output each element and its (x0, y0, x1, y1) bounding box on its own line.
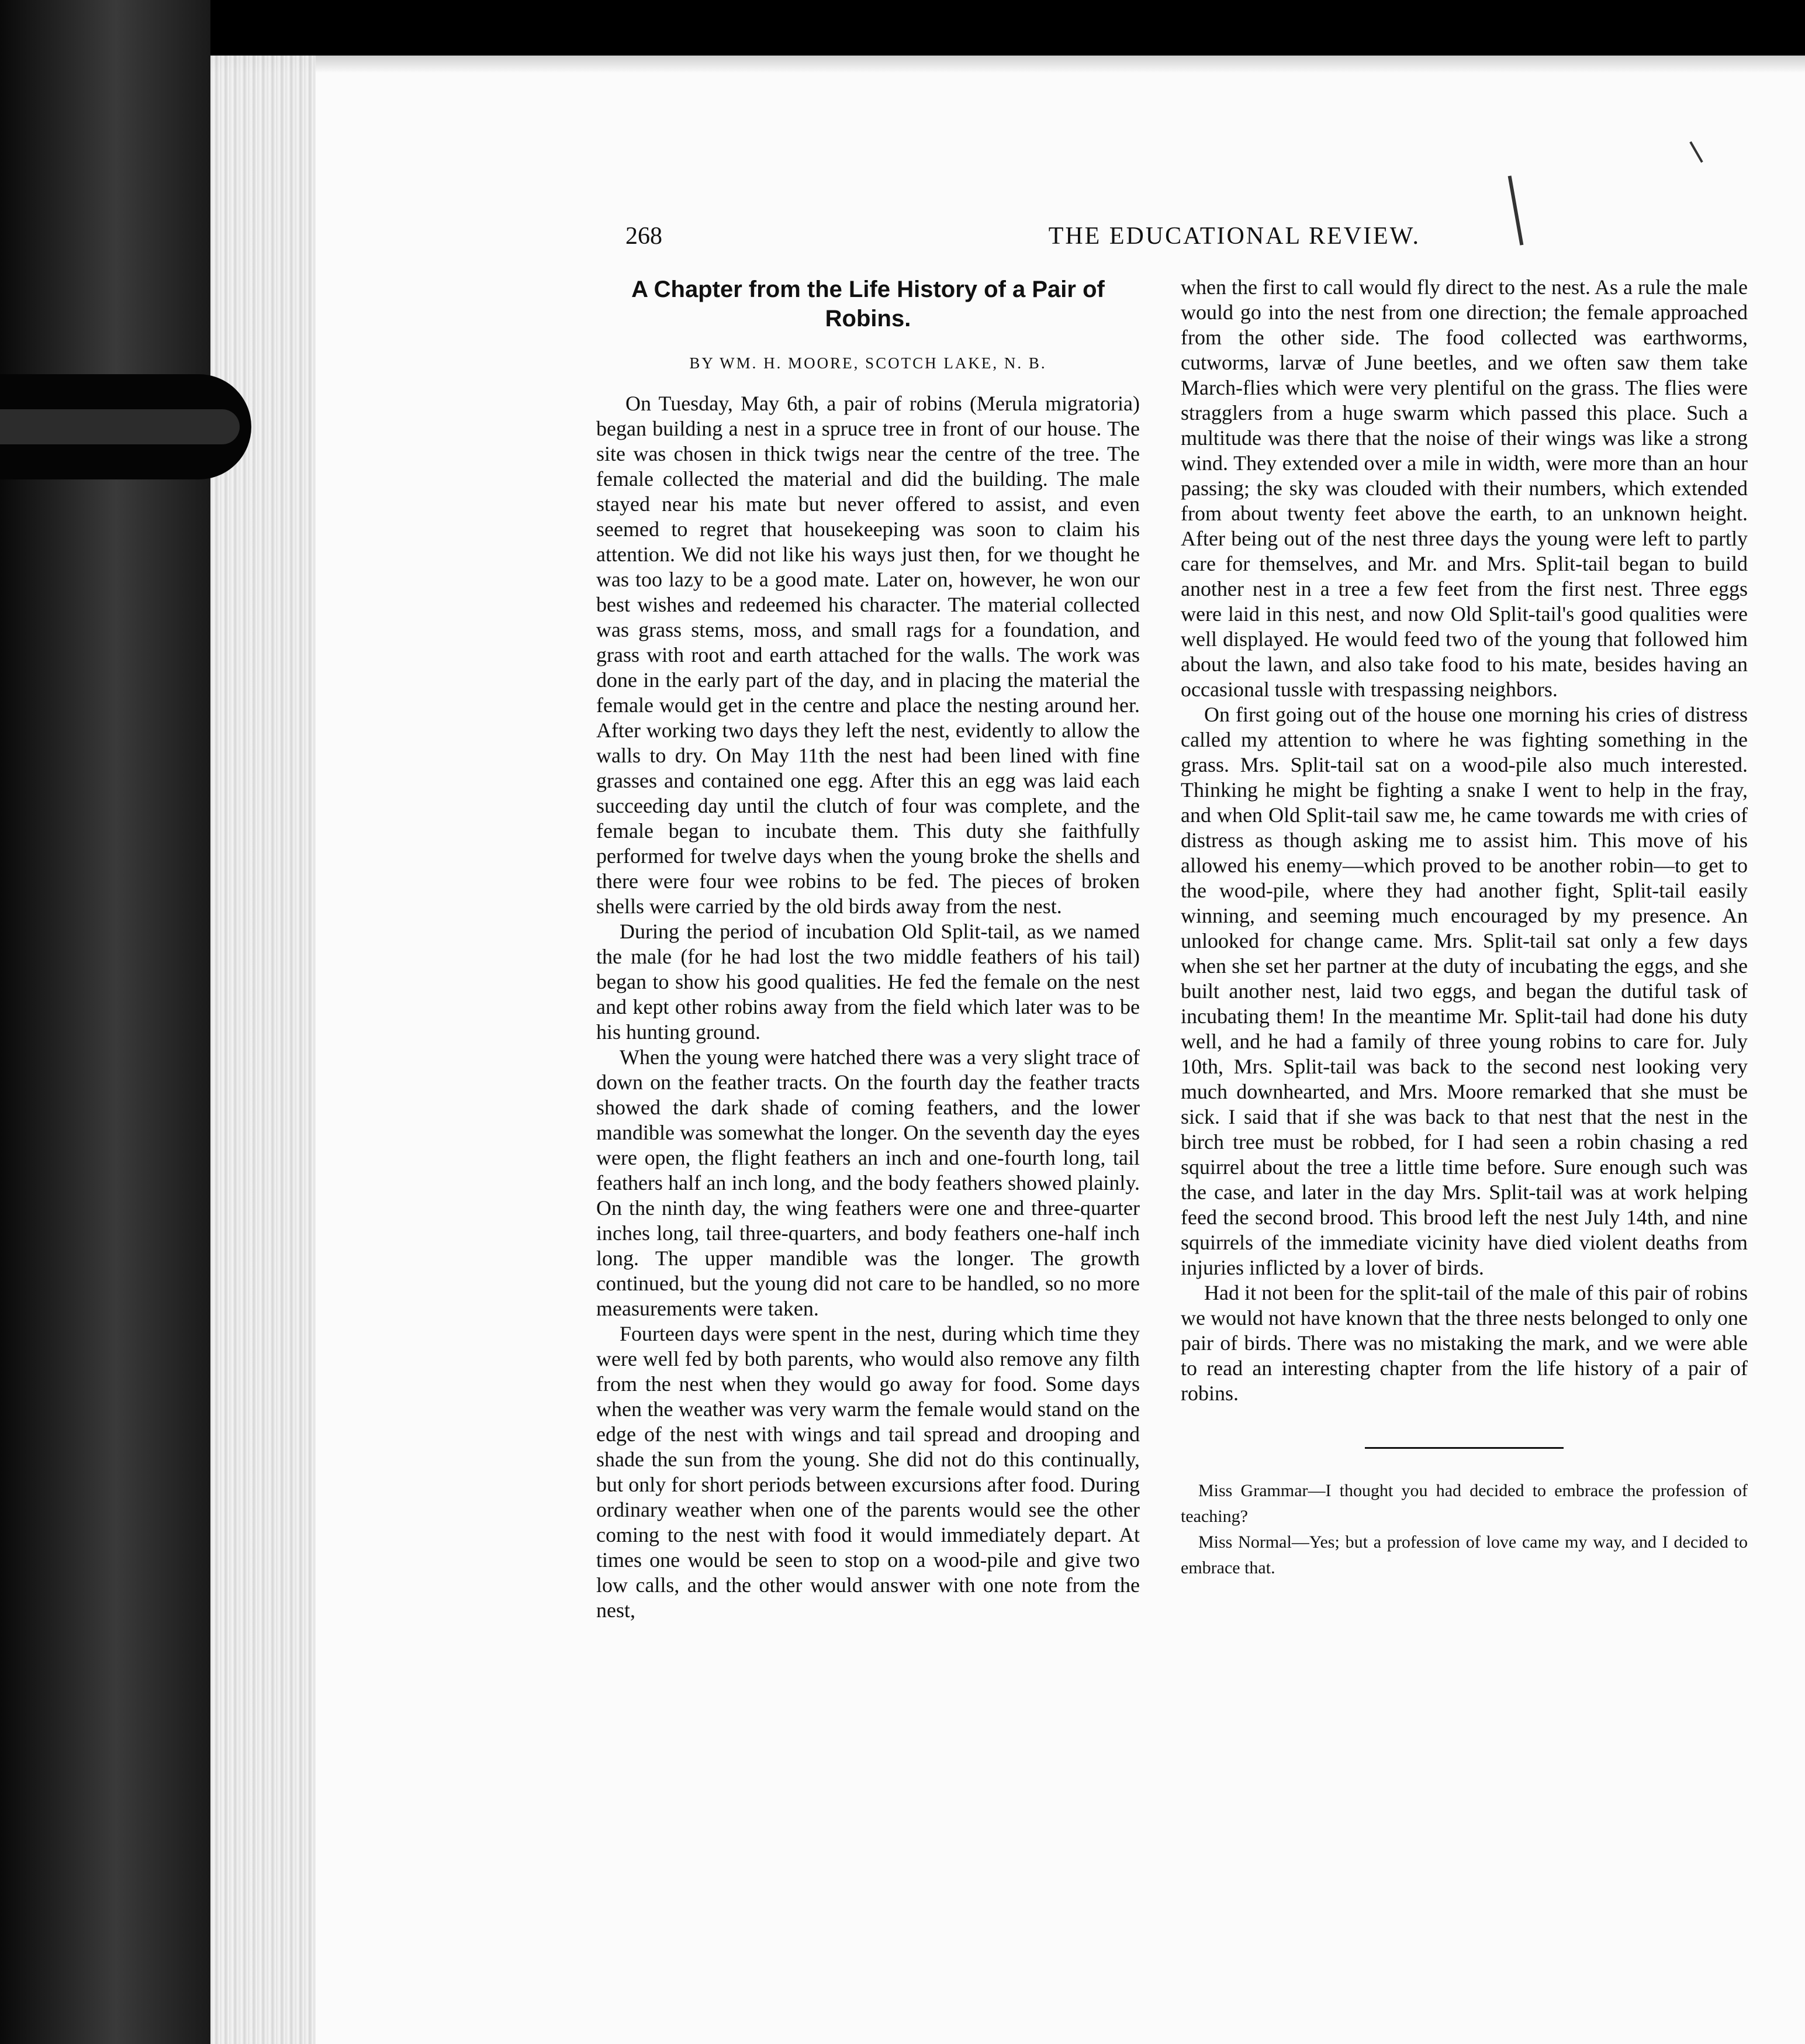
paragraph: Fourteen days were spent in the nest, during which time they were well fed by both parents, who would also remove any filth from the nest when they would go away for food. Some days when the weather was very warm the female would stand on the edge of the nest with wings and tail spread and drooping and shade the sun from the young. She did not do this continually, but only for short periods between excursions after food. During ordinary weather when one of the parents would see the other coming to the nest with food it would immediately depart. At times one would be seen to stop on a wood-pile and give two low calls, and the other would answer with one note from the nest, (596, 1322, 1140, 1622)
filler-joke (1181, 1478, 1748, 1581)
paragraph: when the first to call would fly direct to the nest. As a rule the male would go into the nest from one direction; the female approached from the other side. The food collected was earthworms, cutworms, larvæ of June beetles, and we often saw them take March-flies which were very plentiful on the grass. The flies were stragglers from a huge swarm which passed this place. Such a multitude was there that the noise of their wings was like a strong wind. They extended over a mile in width, were more than an hour passing; the sky was clouded with their numbers, which extended from about twenty feet above the earth, to an unknown height. After being out of the nest three days the young were left to partly care for themselves, and Mr. and Mrs. Split-tail began to build another nest in a tree a few feet from the first nest. Three eggs were laid in this nest, and now Old Split-tail's good qualities were well displayed. He would feed two of the young that followed him about the lawn, and also take food to his mate, besides having an occasional tussle with trespassing neighbors. (1181, 275, 1748, 701)
running-header (625, 222, 1420, 257)
paragraph: Had it not been for the split-tail of the male of this pair of robins we would not have known that the three nests belonged to only one pair of birds. There was no mistaking the mark, and we were able to read an interesting chapter from the life history of a pair of robins. (1181, 1281, 1748, 1405)
scanner-dark-margin (0, 0, 210, 2044)
page-stack-edges (210, 56, 316, 2044)
paragraph: During the period of incubation Old Split-tail, as we named the male (for he had lost the two middle feathers of his tail) began to show his good qualities. He fed the female on the nest and kept other robins away from the field which later was to be his hunting ground. (596, 920, 1140, 1044)
right-column (1181, 275, 1748, 1581)
journal-title: THE EDUCATIONAL REVIEW. (1048, 223, 1420, 250)
left-column (596, 275, 1140, 1623)
joke-line: Miss Grammar—I thought you had decided to embrace the profession of teaching? (1181, 1481, 1748, 1526)
article-title: A Chapter from the Life History of a Pair of Robins. (631, 277, 1105, 332)
section-divider (1365, 1447, 1564, 1449)
paragraph: On Tuesday, May 6th, a pair of robins (Merula migratoria) began building a nest in a spruce tree in front of our house. The site was chosen in thick twigs near the centre of the tree. The female collected the material and did the building. The male stayed near his mate but never offered to assist, and even seemed to regret that housekeeping was soon to claim his attention. We did not like his ways just then, for we thought he was too lazy to be a good mate. Later on, however, he won our best wishes and redeemed his character. The material collected was grass stems, moss, and small rags for a foundation, and grass with root and earth attached for the walls. The work was done in the early part of the day, and in placing the material the female would get in the centre and place the nesting around her. After working two days they left the nest, evidently to allow the walls to dry. On May 11th the nest had been lined with fine grasses and contained one egg. After this an egg was laid each succeeding day until the clutch of four was complete, and the female began to incubate them. This duty she faithfully performed for twelve days when the young broke the shells and there were four wee robins to be fed. The pieces of broken shells were carried by the old birds away from the nest. (596, 392, 1140, 918)
paragraph: On first going out of the house one morning his cries of distress called my attention to where he was fighting something in the grass. Mrs. Split-tail sat on a wood-pile also much interested. Thinking he might be fighting a snake I went to help in the fray, and when Old Split-tail saw me, he came towards me with cries of distress as though asking me to assist him. This move of his allowed his enemy—which proved to be another robin—to get to the wood-pile, where they had another fight, Split-tail easily winning, and seeming much encouraged by my presence. An unlooked for change came. Mrs. Split-tail sat only a few days when she set her partner at the duty of incubating the eggs, and she built another nest, laid two eggs, and began the dutiful task of incubating them! In the meantime Mr. Split-tail had done his duty well, and he had a family of three young robins to care for. July 10th, Mrs. Split-tail was back to the second nest looking very much downhearted, and Mrs. Moore remarked that she must be sick. I said that if she was back to that nest that the nest in the birch tree must be robbed, for I had seen a robin chasing a red squirrel about the tree a little time before. Sure enough such was the case, and later in the day Mrs. Split-tail was at work helping feed the second brood. This brood left the nest July 14th, and nine squirrels of the immediate vicinity have died violent deaths from injuries inflicted by a lover of birds. (1181, 703, 1748, 1279)
binder-clip-highlight (0, 409, 240, 444)
article-byline: BY WM. H. MOORE, SCOTCH LAKE, N. B. (689, 354, 1047, 372)
page-number: 268 (625, 223, 662, 250)
page-top-edge (210, 56, 1805, 73)
paragraph: When the young were hatched there was a very slight trace of down on the feather tracts. On the fourth day the feather tracts showed the dark shade of coming feathers, and the lower mandible was somewhat the longer. On the seventh day the eyes were open, the flight feathers an inch and one-fourth long, tail feathers half an inch long, and the body feathers showed plainly. On the ninth day, the wing feathers were one and three-quarter inches long, tail three-quarters, and body feathers one-half inch long. The upper mandible was the longer. The growth continued, but the young did not care to be handled, so no more measurements were taken. (596, 1045, 1140, 1320)
joke-line: Miss Normal—Yes; but a profession of love came my way, and I decided to embrace that. (1181, 1532, 1748, 1577)
